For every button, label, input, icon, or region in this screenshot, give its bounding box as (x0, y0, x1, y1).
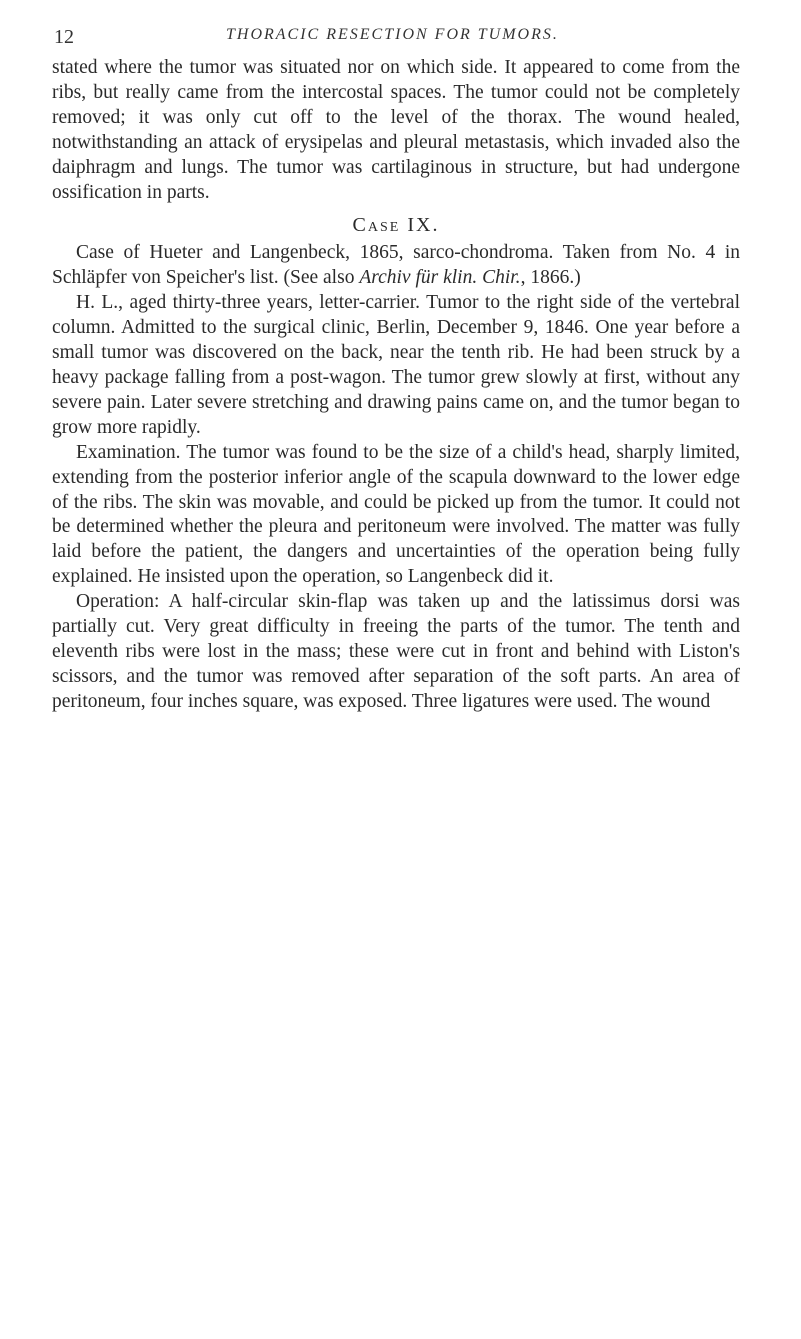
running-header (40, 16, 740, 56)
paragraph-case-source (52, 241, 740, 291)
paragraph-continuation: stated where the tumor was situated nor on which side. It appeared to come from the ribs, but really came from the intercostal spaces. The tumor could not be completely removed; it was only cut off to the level of the thorax. The wound healed, notwithstanding an attack of erysipelas and pleural metastasis, which invaded also the daiphragm and lungs. The tumor was cartilaginous in structure, but had undergone ossification in parts. (52, 57, 740, 203)
journal-title: Archiv für klin. Chir. (359, 267, 521, 289)
body-text (52, 56, 740, 715)
page-number: 12 (54, 26, 74, 48)
case-heading: Case IX. (352, 214, 440, 237)
paragraph-operation: Operation: A half-circular skin-flap was taken up and the latissimus dorsi was partially cut. Very great difficulty in freeing the parts of the tumor. The tenth and eleventh ribs were lost in the mass; these were cut in front and behind with Liston's scissors, and the tumor was removed after separation of the soft parts. An area of peritoneum, four inches square, was exposed. Three ligatures were used. The wound (52, 591, 740, 712)
case-source-year: , 1866.) (520, 267, 581, 289)
running-title: THORACIC RESECTION FOR TUMORS. (226, 26, 559, 43)
paragraph-history: H. L., aged thirty-three years, letter-carrier. Tumor to the right side of the vertebral column. Admitted to the surgical clinic, Berlin, December 9, 1846. One year before a small tumor was discovered on the back, near the tenth rib. He had been struck by a heavy package falling from a post-wagon. The tumor grew slowly at first, without any severe pain. Later severe stretching and drawing pains came on, and the tumor began to grow more rapidly. (52, 292, 740, 438)
book-page (40, 16, 740, 715)
paragraph-examination: Examination. The tumor was found to be the size of a child's head, sharply limited, extending from the posterior inferior angle of the scapula downward to the lower edge of the ribs. The skin was movable, and could be picked up from the tumor. It could not be determined whether the pleura and peritoneum were involved. The matter was fully laid before the patient, the dangers and uncertainties of the operation being fully explained. He insisted upon the operation, so Langenbeck did it. (52, 441, 740, 588)
case-source-text: Case of Hueter and Langenbeck, 1865, sarco-chondroma. Taken from No. 4 in Schläpfer von Speicher's list. (See also (52, 242, 740, 289)
